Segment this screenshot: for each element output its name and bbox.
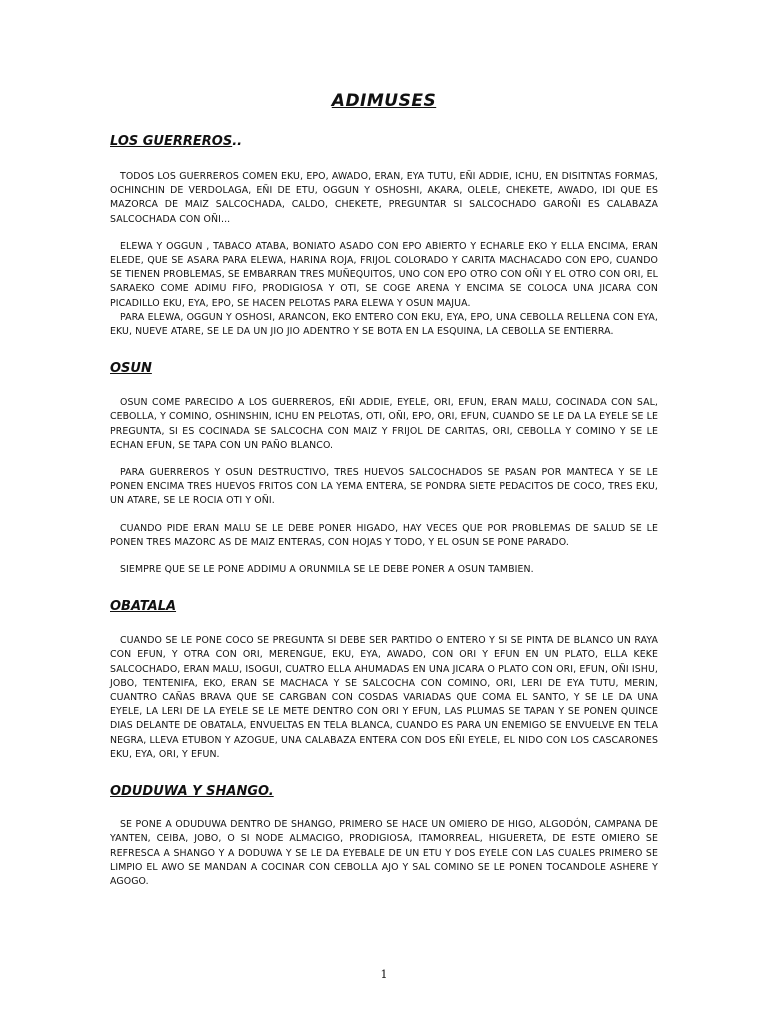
section-heading (110, 134, 658, 150)
paragraph: ELEWA Y OGGUN , TABACO ATABA, BONIATO ASADO CON EPO ABIERTO Y ECHARLE EKO Y ELLA ENCIMA, ERAN ELEDE, QUE SE ASARA PARA ELEWA, HARINA ROJA, FRIJOL COLORADO Y CARITA MACHACADO CON EPO, CUANDO SE TIENEN PROBLEMAS, SE EMBARRAN TRES MUÑEQUITOS, UNO CON EPO OTRO CON OÑI Y EL OTRO CON ORI, EL SARAEKO COME ADIMU FIFO, PRODIGIOSA Y OTI, SE COGE ARENA Y ENCIMA SE COLOCA UNA JICARA CON PICADILLO EKU, EYA, EPO, SE HACEN PELOTAS PARA ELEWA Y OSUN MAJUA. (110, 240, 658, 309)
section-heading (110, 599, 658, 615)
section-osun (110, 361, 658, 577)
paragraph: SE PONE A ODUDUWA DENTRO DE SHANGO, PRIMERO SE HACE UN OMIERO DE HIGO, ALGODÓN, CAMPANA DE YANTEN, CEIBA, JOBO, O SI NODE ALMACIGO, PRODIGIOSA, ITAMORREAL, HIGUERETA, DE ESTE OMIERO SE REFRESCA A SHANGO Y A DODUWA Y SE LE DA EYEBALE DE UN ETU Y DOS EYELE CON LAS CUALES PRIMERO SE LIMPIO EL AWO SE MANDAN A COCINAR CON CEBOLLA AJO Y SAL COMINO SE LE PONEN TOCANDOLE ASHERE Y AGOGO. (110, 819, 658, 887)
section-heading-suffix: .. (232, 134, 243, 149)
paragraph: TODOS LOS GUERREROS COMEN EKU, EPO, AWADO, ERAN, EYA TUTU, EÑI ADDIE, ICHU, EN DISITNTAS FORMAS, OCHINCHIN DE VERDOLAGA, EÑI DE ETU, OGGUN Y OSHOSHI, AKARA, OLELE, CHEKETE, AWADO, IDI QUE ES MAZORCA DE MAIZ SALCOCHADA, CALDO, CHEKETE, PREGUNTAR SI SALCOCHADO GAROÑI ES CALABAZA SALCOCHADA CON OÑI... (110, 171, 658, 225)
section-los-guerreros (110, 134, 658, 339)
page-title: ADIMUSES (331, 91, 437, 111)
section-heading-text: OSUN (110, 361, 152, 377)
paragraph: PARA ELEWA, OGGUN Y OSHOSI, ARANCON, EKO ENTERO CON EKU, EYA, EPO, UNA CEBOLLA RELLENA CON EYA, EKU, NUEVE ATARE, SE LE DA UN JIO JIO ADENTRO Y SE BOTA EN LA ESQUINA, LA CEBOLLA SE ENTIERRA. (110, 311, 658, 338)
section-oduduwa-y-shango (110, 784, 658, 889)
section-heading-text: OBATALA (110, 599, 177, 615)
document-page (110, 90, 658, 889)
paragraph: OSUN COME PARECIDO A LOS GUERREROS, EÑI ADDIE, EYELE, ORI, EFUN, ERAN MALU, COCINADA CON SAL, CEBOLLA, Y COMINO, OSHINSHIN, ICHU EN PELOTAS, OTI, OÑI, EPO, ORI, EFUN, CUANDO SE LE DA LA EYELE SE LE PREGUNTA, SI ES COCINADA SE SALCOCHA CON MAIZ Y FRIJOL DE CARITAS, ORI, CEBOLLA Y COMINO Y SE LE ECHAN EFUN, SE TAPA CON UN PAÑO BLANCO. (110, 397, 658, 451)
paragraph: CUANDO SE LE PONE COCO SE PREGUNTA SI DEBE SER PARTIDO O ENTERO Y SI SE PINTA DE BLANCO UN RAYA CON EFUN, Y OTRA CON ORI, MERENGUE, EKU, EYA, AWADO, CON ORI Y EFUN EN UN PLATO, ELLA KEKE SALCOCHADO, ERAN MALU, ISOGUI, CUATRO ELLA AHUMADAS EN UNA JICARA O PLATO CON ORI, EFUN, OÑI ISHU, JOBO, TENTENIFA, EKO, ERAN SE MACHACA Y SE SALCOCHA CON COMINO, ORI, LERI DE EYA TUTU, MERIN, CUANTRO CAÑAS BRAVA QUE SE CARGBAN CON COSDAS VARIADAS QUE COMA EL SANTO, Y SE LE DA UNA EYELE, LA LERI DE LA EYELE SE LE METE DENTRO CON ORI Y EFUN, LAS PLUMAS SE TAPAN Y SE PONEN QUINCE DIAS DELANTE DE OBATALA, ENVUELTAS EN TELA BLANCA, CUANDO ES PARA UN ENEMIGO SE ENVUELVE EN TELA NEGRA, LLEVA ETUBON Y AZOGUE, UNA CALABAZA ENTERA CON DOS EÑI EYELE, EL NIDO CON LOS CASCARONES EKU, EYA, ORI, Y EFUN. (110, 635, 658, 760)
section-heading (110, 361, 658, 377)
section-heading (110, 784, 658, 800)
section-heading-text: ODUDUWA Y SHANGO. (110, 784, 274, 800)
section-heading-text: LOS GUERREROS (110, 134, 233, 149)
paragraph: CUANDO PIDE ERAN MALU SE LE DEBE PONER HIGADO, HAY VECES QUE POR PROBLEMAS DE SALUD SE LE PONEN TRES MAZORC AS DE MAIZ ENTERAS, CON HOJAS Y TODO, Y EL OSUN SE PONE PARADO. (110, 522, 658, 548)
section-obatala (110, 599, 658, 762)
page-number: 1 (380, 968, 388, 981)
paragraph: PARA GUERREROS Y OSUN DESTRUCTIVO, TRES HUEVOS SALCOCHADOS SE PASAN POR MANTECA Y SE LE PONEN ENCIMA TRES HUEVOS FRITOS CON LA YEMA ENTERA, SE PONDRA SIETE PEDACITOS DE COCO, TRES EKU, UN ATARE, SE LE ROCIA OTI Y OÑI. (110, 467, 658, 507)
paragraph: SIEMPRE QUE SE LE PONE ADDIMU A ORUNMILA SE LE DEBE PONER A OSUN TAMBIEN. (120, 564, 534, 576)
